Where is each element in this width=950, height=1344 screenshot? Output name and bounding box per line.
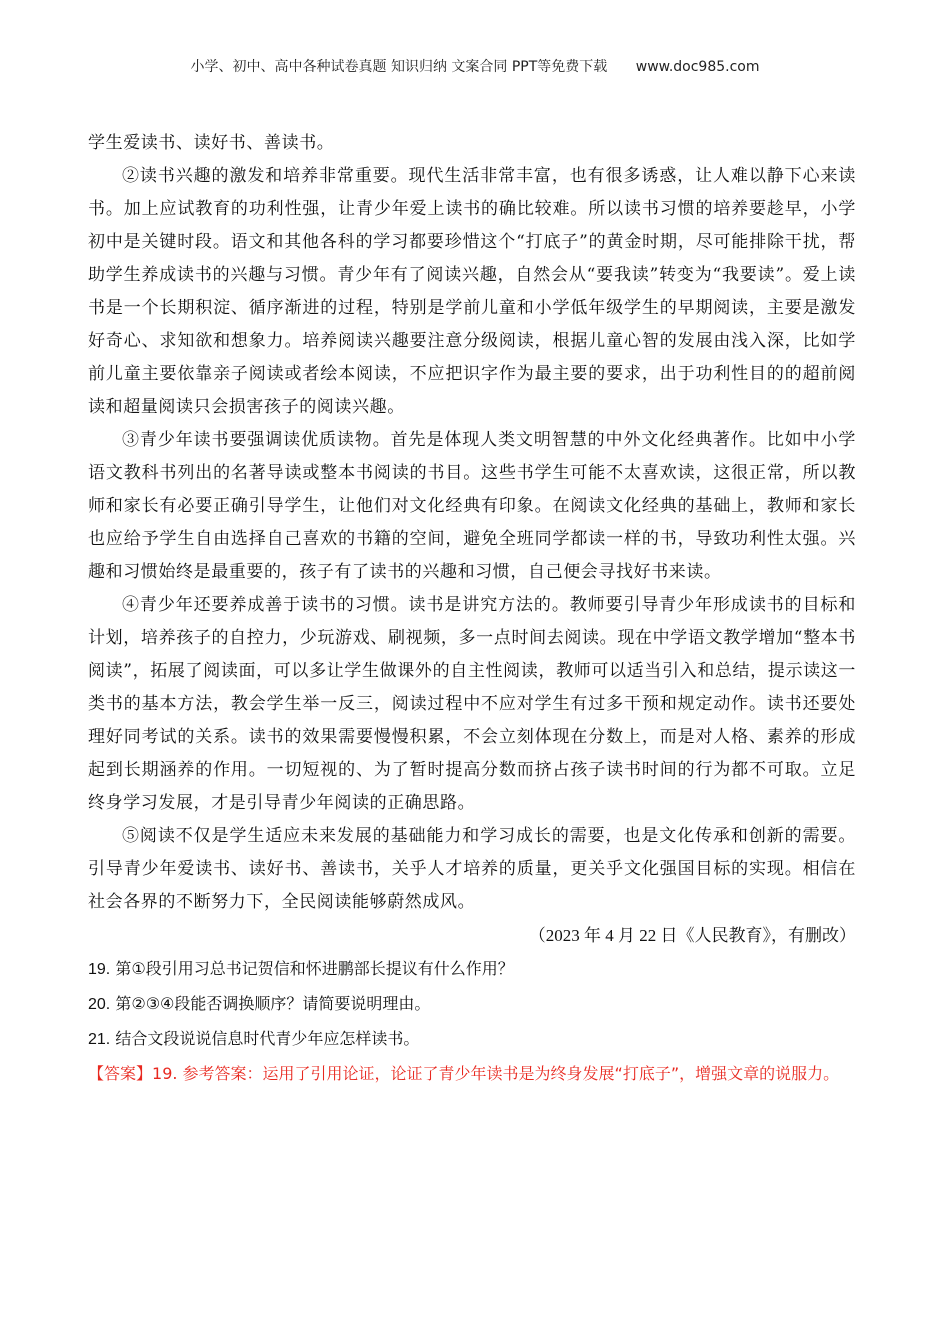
answer-label: 【答案】 [88, 1064, 153, 1083]
paragraph-4: ④青少年还要养成善于读书的习惯。读书是讲究方法的。教师要引导青少年形成读书的目标和计划，培养孩子的自控力，少玩游戏、刷视频，多一点时间去阅读。现在中学语文教学增加“整本书阅读”，拓展了阅读面，可以多让学生做课外的自主性阅读，教师可以适当引入和总结，提示读这一类书的基本方法，教会学生举一反三，阅读过程中不应对学生有过多干预和规定动作。读书还要处理好同考试的关系。读书的效果需要慢慢积累，不会立刻体现在分数上，而是对人格、素养的形成起到长期涵养的作用。一切短视的、为了暂时提高分数而挤占孩子读书时间的行为都不可取。立足终身学习发展，才是引导青少年阅读的正确思路。 [88, 595, 856, 813]
document-body [88, 127, 856, 1091]
article-source: （2023 年 4 月 22 日《人民教育》，有删改） [528, 926, 856, 945]
header-title: 小学、初中、高中各种试卷真题 知识归纳 文案合同 PPT等免费下载 [190, 59, 608, 75]
question-21 [88, 1022, 856, 1057]
paragraph-3: ③青少年读书要强调读优质读物。首先是体现人类文明智慧的中外文化经典著作。比如中小学语文教科书列出的名著导读或整本书阅读的书目。这些书学生可能不太喜欢读，这很正常，所以教师和家长有必要正确引导学生，让他们对文化经典有印象。在阅读文化经典的基础上，教师和家长也应给予学生自由选择自己喜欢的书籍的空间，避免全班同学都读一样的书，导致功利性太强。兴趣和习惯始终是最重要的，孩子有了读书的兴趣和习惯，自己便会寻找好书来读。 [88, 430, 856, 582]
paragraph-2: ②读书兴趣的激发和培养非常重要。现代生活非常丰富，也有很多诱惑，让人难以静下心来读书。加上应试教育的功利性强，让青少年爱上读书的确比较难。所以读书习惯的培养要趁早，小学初中是关键时段。语文和其他各科的学习都要珍惜这个“打底子”的黄金时期，尽可能排除干扰，帮助学生养成读书的兴趣与习惯。青少年有了阅读兴趣，自然会从“要我读”转变为“我要读”。爱上读书是一个长期积淀、循序渐进的过程，特别是学前儿童和小学低年级学生的早期阅读，主要是激发好奇心、求知欲和想象力。培养阅读兴趣要注意分级阅读，根据儿童心智的发展由浅入深，比如学前儿童主要依靠亲子阅读或者绘本阅读，不应把识字作为最主要的要求，出于功利性目的的超前阅读和超量阅读只会损害孩子的阅读兴趣。 [88, 166, 856, 417]
question-19 [88, 952, 856, 987]
question-20 [88, 987, 856, 1022]
question-number: 19. [88, 961, 111, 978]
answer-block [88, 1057, 856, 1091]
paragraph-continuation: 学生爱读书、读好书、善读书。 [88, 133, 335, 153]
paragraph-5: ⑤阅读不仅是学生适应未来发展的基础能力和学习成长的需要，也是文化传承和创新的需要。引导青少年爱读书、读好书、善读书，关乎人才培养的质量，更关乎文化强国目标的实现。相信在社会各界的不断努力下，全民阅读能够蔚然成风。 [88, 826, 856, 912]
question-number: 21. [88, 1031, 111, 1048]
question-text: 第①段引用习总书记贺信和怀进鹏部长提议有什么作用？ [115, 959, 514, 978]
question-text: 结合文段说说信息时代青少年应怎样读书。 [115, 1029, 420, 1048]
question-text: 第②③④段能否调换顺序？请简要说明理由。 [115, 994, 431, 1013]
question-number: 20. [88, 996, 111, 1013]
header-url[interactable]: www.doc985.com [635, 59, 760, 75]
page-header [0, 56, 950, 76]
answer-text: 19. 参考答案：运用了引用论证，论证了青少年读书是为终身发展“打底子”，增强文章的说服力。 [152, 1064, 840, 1083]
